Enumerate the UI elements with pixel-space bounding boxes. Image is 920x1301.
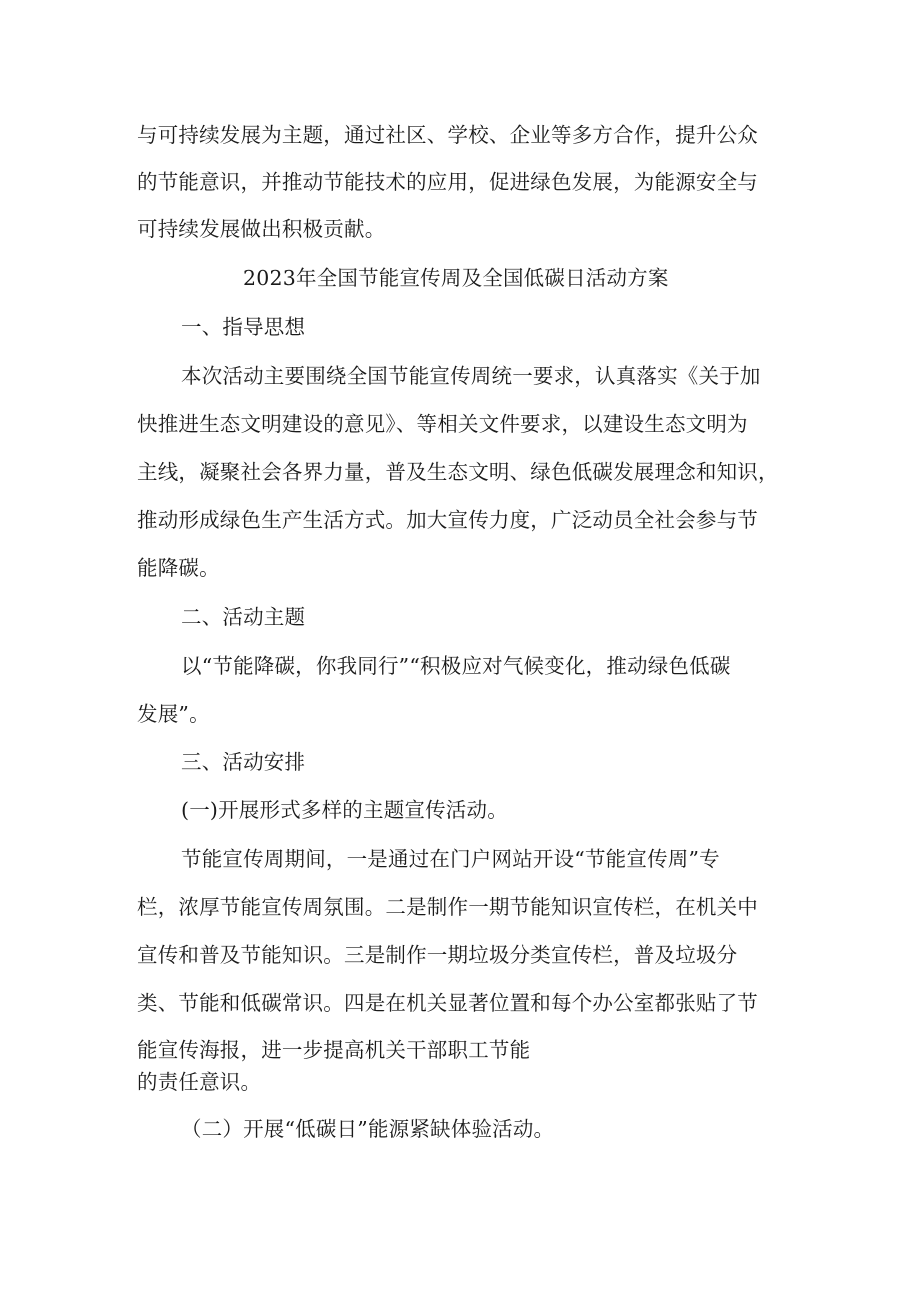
section1-line-5: 能降碳。	[137, 556, 220, 580]
section3-line-5: 能宣传海报，进一步提高机关干部职工节能	[137, 1038, 531, 1062]
section1-line-2: 快推进生态文明建设的意见》、等相关文件要求，以建设生态文明为	[137, 412, 748, 436]
section3-line-1: 节能宣传周期间，一是通过在门户网站开设“节能宣传周”专	[181, 847, 720, 871]
intro-line-1: 与可持续发展为主题，通过社区、学校、企业等多方合作，提升公众	[137, 123, 758, 147]
section-heading-activity-theme: 二、活动主题	[181, 605, 306, 629]
section1-line-3: 主线，凝聚社会各界力量，普及生态文明、绿色低碳发展理念和知识，	[137, 460, 779, 484]
section-heading-guiding-ideology: 一、指导思想	[181, 315, 306, 339]
intro-line-2: 的节能意识，并推动节能技术的应用，促进绿色发展，为能源安全与	[137, 170, 758, 194]
section1-line-4: 推动形成绿色生产生活方式。加大宣传力度，广泛动员全社会参与节	[137, 508, 758, 532]
document-title: 2023年全国节能宣传周及全国低碳日活动方案	[243, 266, 669, 290]
section3-line-2: 栏，浓厚节能宣传周氛围。二是制作一期节能知识宣传栏，在机关中	[137, 895, 758, 919]
section3-line-3: 宣传和普及节能知识。三是制作一期垃圾分类宣传栏，普及垃圾分	[137, 943, 738, 967]
section-heading-activity-arrangement: 三、活动安排	[181, 750, 306, 774]
section2-line-1: 以“节能降碳，你我同行”“积极应对气候变化，推动绿色低碳	[181, 654, 731, 678]
section3-line-6: 的责任意识。	[137, 1070, 262, 1094]
section1-line-1: 本次活动主要围绕全国节能宣传周统一要求，认真落实《关于加	[181, 364, 761, 388]
intro-line-3: 可持续发展做出积极贡献。	[137, 217, 386, 241]
section3-line-4: 类、节能和低碳常识。四是在机关显著位置和每个办公室都张贴了节	[137, 991, 758, 1015]
section2-line-2: 发展”。	[137, 702, 210, 726]
subsection-heading-2: （二）开展“低碳日”能源紧缺体验活动。	[181, 1117, 555, 1141]
subsection-heading-1: (一)开展形式多样的主题宣传活动。	[181, 798, 508, 822]
